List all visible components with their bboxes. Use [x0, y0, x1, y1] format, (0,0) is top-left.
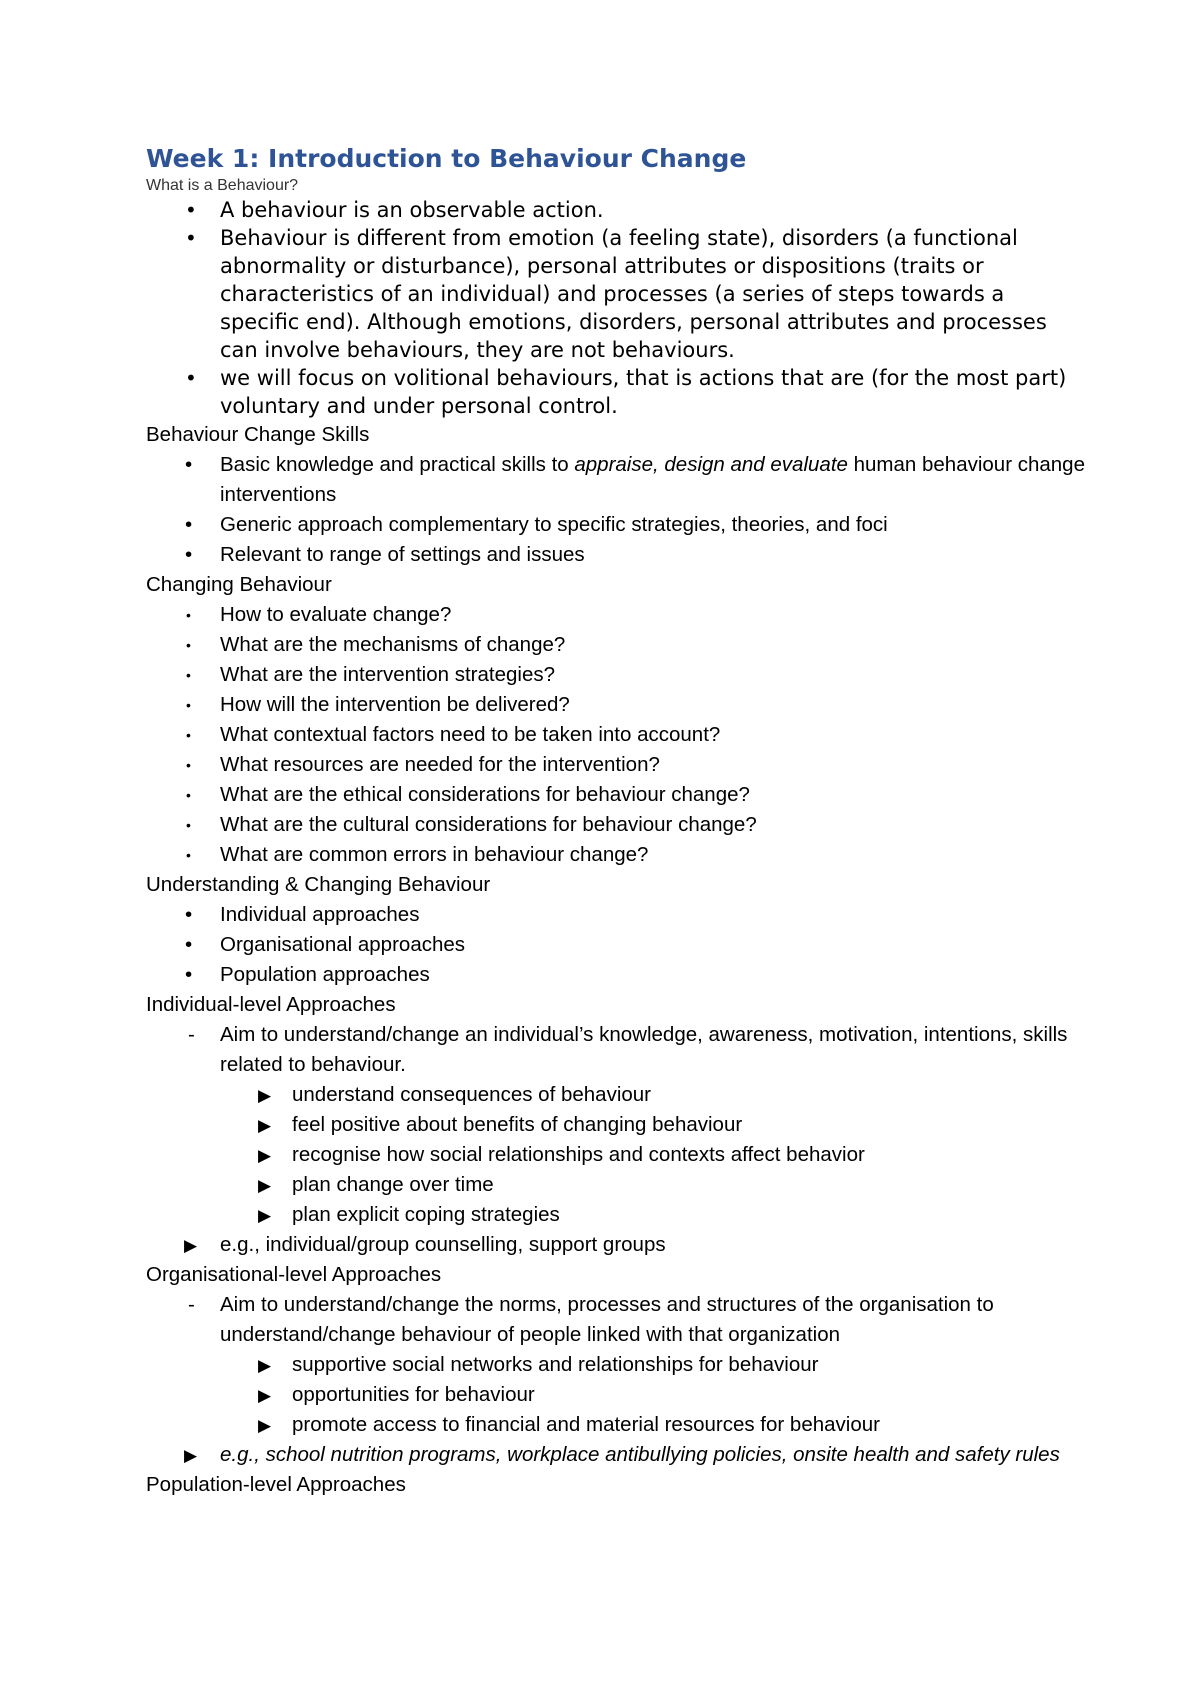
arrow-icon: ▶ [258, 1146, 272, 1165]
changing-list [146, 600, 1086, 870]
arrow-icon: ▶ [184, 1446, 198, 1465]
list-item: ▶ supportive social networks and relationships for behaviour [146, 1350, 1086, 1380]
list-item: ▶ recognise how social relationships and contexts affect behavior [146, 1140, 1086, 1170]
individual-example-list [146, 1230, 1086, 1260]
list-item: • What are the ethical considerations for behaviour change? [146, 780, 1086, 810]
arrow-icon: ▶ [258, 1116, 272, 1135]
list-item: • What contextual factors need to be taken into account? [146, 720, 1086, 750]
list-item: • What are common errors in behaviour change? [146, 840, 1086, 870]
organisational-aim-list [146, 1290, 1086, 1350]
skills-list [146, 450, 1086, 570]
list-item: • Organisational approaches [146, 930, 1086, 960]
list-item: • What are the mechanisms of change? [146, 630, 1086, 660]
list-item: • Generic approach complementary to specific strategies, theories, and foci [146, 510, 1086, 540]
list-item: ▶ opportunities for behaviour [146, 1380, 1086, 1410]
section-heading-what-is: What is a Behaviour? [146, 177, 299, 194]
list-item: • How to evaluate change? [146, 600, 1086, 630]
bullet-icon: • [185, 963, 193, 986]
list-item: ▶ plan explicit coping strategies [146, 1200, 1086, 1230]
bullet-icon: • [186, 697, 191, 713]
what-is-list [146, 196, 1086, 420]
list-item: • What resources are needed for the intervention? [146, 750, 1086, 780]
bullet-icon: • [185, 453, 193, 476]
list-item: ▶ e.g., individual/group counselling, support groups [146, 1230, 1086, 1260]
bullet-icon: • [185, 366, 197, 390]
arrow-icon: ▶ [258, 1206, 272, 1225]
list-item: ▶ promote access to financial and material resources for behaviour [146, 1410, 1086, 1440]
section-heading-organisational: Organisational-level Approaches [146, 1263, 442, 1286]
bullet-icon: • [185, 903, 193, 926]
list-item: • Relevant to range of settings and issues [146, 540, 1086, 570]
arrow-icon: ▶ [258, 1356, 272, 1375]
list-item: • What are the cultural considerations for behaviour change? [146, 810, 1086, 840]
list-item: • Behaviour is different from emotion (a feeling state), disorders (a functional abnormality or disturbance), personal attributes or dispositions (traits or characteristics of an individual) and processes (a series of steps towards a specific end). Although emotions, disorders, personal attributes and processes can involve behaviours, they are not behaviours. [185, 226, 1047, 362]
individual-sub-list [146, 1080, 1086, 1230]
page-title: Week 1: Introduction to Behaviour Change [146, 144, 747, 173]
list-item: ▶ feel positive about benefits of changing behaviour [146, 1110, 1086, 1140]
bullet-icon: • [185, 198, 197, 222]
list-item: • we will focus on volitional behaviours, that is actions that are (for the most part) voluntary and under personal control. [185, 366, 1067, 418]
list-item: - Aim to understand/change an individual’s knowledge, awareness, motivation, intentions, skills related to behaviour. [146, 1020, 1086, 1080]
bullet-icon: • [186, 667, 191, 683]
section-heading-population: Population-level Approaches [146, 1473, 406, 1496]
bullet-icon: • [186, 817, 191, 833]
list-item: • What are the intervention strategies? [146, 660, 1086, 690]
section-heading-changing: Changing Behaviour [146, 573, 332, 596]
individual-aim-list [146, 1020, 1086, 1080]
dash-icon: - [188, 1023, 195, 1046]
list-item: • Individual approaches [146, 900, 1086, 930]
arrow-icon: ▶ [258, 1386, 272, 1405]
bullet-icon: • [186, 757, 191, 773]
organisational-example-list [146, 1440, 1086, 1470]
list-item: • Basic knowledge and practical skills to appraise, design and evaluate human behaviour change interventions [146, 450, 1086, 510]
bullet-icon: • [186, 787, 191, 803]
document-content [146, 142, 1086, 1500]
list-item: ▶ e.g., school nutrition programs, workplace antibullying policies, onsite health and safety rules [146, 1440, 1086, 1470]
section-heading-understanding: Understanding & Changing Behaviour [146, 873, 491, 896]
bullet-icon: • [186, 607, 191, 623]
organisational-sub-list [146, 1350, 1086, 1440]
bullet-icon: • [185, 543, 193, 566]
bullet-icon: • [186, 637, 191, 653]
section-heading-skills: Behaviour Change Skills [146, 423, 370, 446]
list-item: • Population approaches [146, 960, 1086, 990]
bullet-icon: • [186, 847, 191, 863]
list-item: ▶ plan change over time [146, 1170, 1086, 1200]
understanding-list [146, 900, 1086, 990]
arrow-icon: ▶ [258, 1416, 272, 1435]
section-heading-individual: Individual-level Approaches [146, 993, 396, 1016]
arrow-icon: ▶ [258, 1086, 272, 1105]
list-item: ▶ understand consequences of behaviour [146, 1080, 1086, 1110]
bullet-icon: • [185, 933, 193, 956]
list-item: - Aim to understand/change the norms, processes and structures of the organisation to understand/change behaviour of people linked with that organization [146, 1290, 1086, 1350]
list-item: • A behaviour is an observable action. [185, 198, 604, 222]
bullet-icon: • [185, 513, 193, 536]
list-item: • How will the intervention be delivered? [146, 690, 1086, 720]
bullet-icon: • [186, 727, 191, 743]
arrow-icon: ▶ [258, 1176, 272, 1195]
bullet-icon: • [185, 226, 197, 250]
arrow-icon: ▶ [184, 1236, 198, 1255]
dash-icon: - [188, 1293, 195, 1316]
